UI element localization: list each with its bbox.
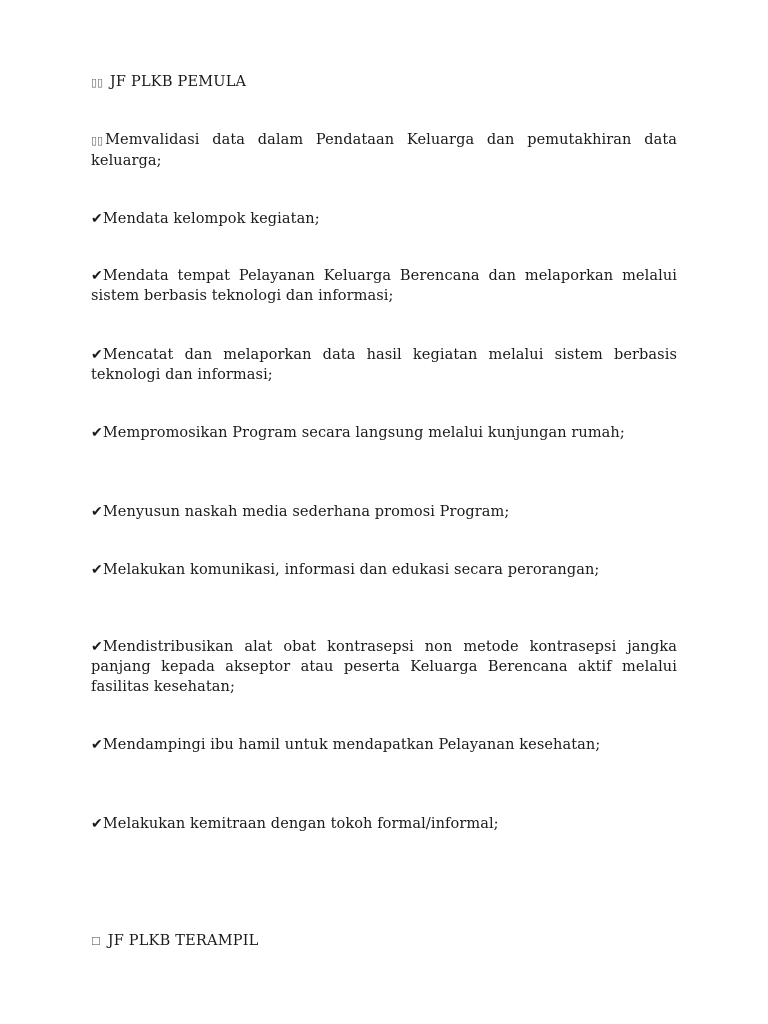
section-heading-pemula xyxy=(91,72,246,93)
list-item xyxy=(91,209,677,229)
checkmark-icon: ✔ xyxy=(91,737,103,753)
list-item xyxy=(91,266,677,306)
list-item-text: Melakukan kemitraan dengan tokoh formal/informal; xyxy=(102,816,499,832)
list-item xyxy=(91,345,677,385)
section-title: JF PLKB TERAMPIL xyxy=(107,933,259,949)
list-item xyxy=(91,130,677,171)
list-item xyxy=(91,560,677,580)
list-item-text: Mencatat dan melaporkan data hasil kegiatan melalui sistem berbasis teknologi dan informasi; xyxy=(91,347,677,383)
list-item-text: Menyusun naskah media sederhana promosi Program; xyxy=(102,504,510,520)
list-item xyxy=(91,814,677,834)
list-item-text: Mendampingi ibu hamil untuk mendapatkan Pelayanan kesehatan; xyxy=(102,737,601,753)
list-item-text: Melakukan komunikasi, informasi dan edukasi secara perorangan; xyxy=(102,562,600,578)
list-item xyxy=(91,735,677,755)
list-item-text: Mendata kelompok kegiatan; xyxy=(102,211,320,227)
checkmark-icon: ✔ xyxy=(91,504,103,520)
checkmark-icon: ✔ xyxy=(91,268,103,284)
checkmark-icon: ✔ xyxy=(91,562,103,578)
section-heading-terampil xyxy=(91,931,258,952)
document-page xyxy=(91,0,677,1024)
list-item-text: Mempromosikan Program secara langsung melalui kunjungan rumah; xyxy=(102,425,625,441)
checkmark-icon: ✔ xyxy=(91,425,103,441)
checkmark-icon: ✔ xyxy=(91,211,103,227)
checkmark-icon: ✔ xyxy=(91,816,103,832)
list-item-text: Mendistribusikan alat obat kontrasepsi non metode kontrasepsi jangka panjang kepada akseptor atau peserta Keluarga Berencana aktif melalui fasilitas kesehatan; xyxy=(91,639,677,695)
box-glyph-icon: ☐ xyxy=(91,935,101,948)
box-glyph-icon: ▯▯ xyxy=(91,134,104,147)
list-item-text: Memvalidasi data dalam Pendataan Keluarga dan pemutakhiran data keluarga; xyxy=(91,132,677,169)
checkmark-icon: ✔ xyxy=(91,347,103,363)
list-item xyxy=(91,637,677,697)
checkmark-icon: ✔ xyxy=(91,639,103,655)
section-title: JF PLKB PEMULA xyxy=(109,74,247,90)
list-item-text: Mendata tempat Pelayanan Keluarga Berencana dan melaporkan melalui sistem berbasis teknologi dan informasi; xyxy=(91,268,677,304)
list-item xyxy=(91,423,677,443)
box-glyph-icon: ▯▯ xyxy=(91,76,104,89)
list-item xyxy=(91,502,677,522)
